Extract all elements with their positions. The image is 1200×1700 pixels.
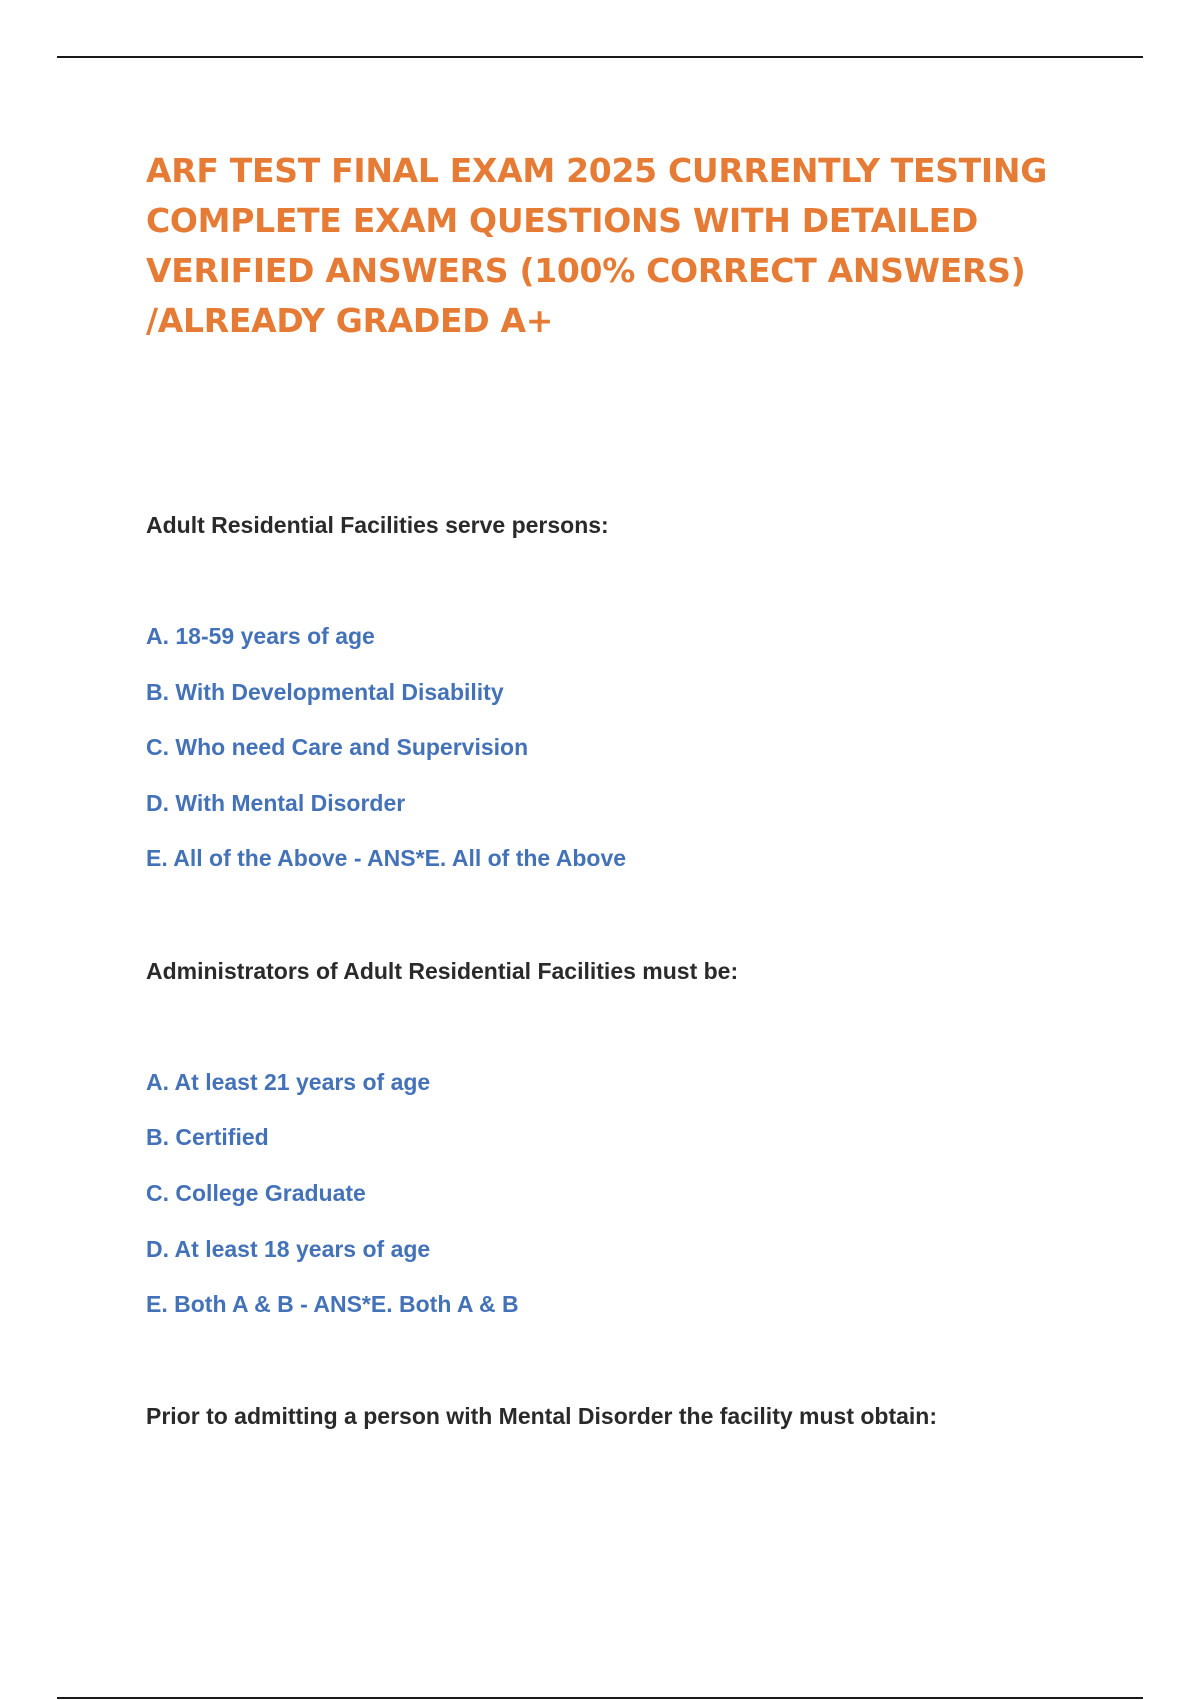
footer-rule: [57, 1697, 1143, 1699]
question-1-option-e-answer: E. All of the Above - ANS*E. All of the Above: [146, 845, 627, 871]
title-line: /ALREADY GRADED A+: [146, 301, 554, 340]
question-1: Adult Residential Facilities serve persons:: [146, 512, 609, 538]
title-line: ARF TEST FINAL EXAM 2025 CURRENTLY TESTING: [146, 151, 1047, 190]
question-2: Administrators of Adult Residential Facilities must be:: [146, 958, 739, 984]
question-1-option-d: D. With Mental Disorder: [146, 790, 406, 816]
title-line: VERIFIED ANSWERS (100% CORRECT ANSWERS): [146, 251, 1026, 290]
question-2-option-e-answer: E. Both A & B - ANS*E. Both A & B: [146, 1291, 519, 1317]
question-3: Prior to admitting a person with Mental Disorder the facility must obtain:: [146, 1403, 938, 1429]
question-1-option-a: A. 18-59 years of age: [146, 623, 375, 649]
question-2-option-d: D. At least 18 years of age: [146, 1236, 431, 1262]
question-1-option-b: B. With Developmental Disability: [146, 679, 504, 705]
question-2-option-c: C. College Graduate: [146, 1180, 366, 1206]
question-2-option-a: A. At least 21 years of age: [146, 1069, 431, 1095]
document-title: [146, 146, 1066, 346]
question-1-option-c: C. Who need Care and Supervision: [146, 734, 529, 760]
header-rule: [57, 56, 1143, 58]
title-line: COMPLETE EXAM QUESTIONS WITH DETAILED: [146, 201, 978, 240]
question-2-option-b: B. Certified: [146, 1124, 269, 1150]
